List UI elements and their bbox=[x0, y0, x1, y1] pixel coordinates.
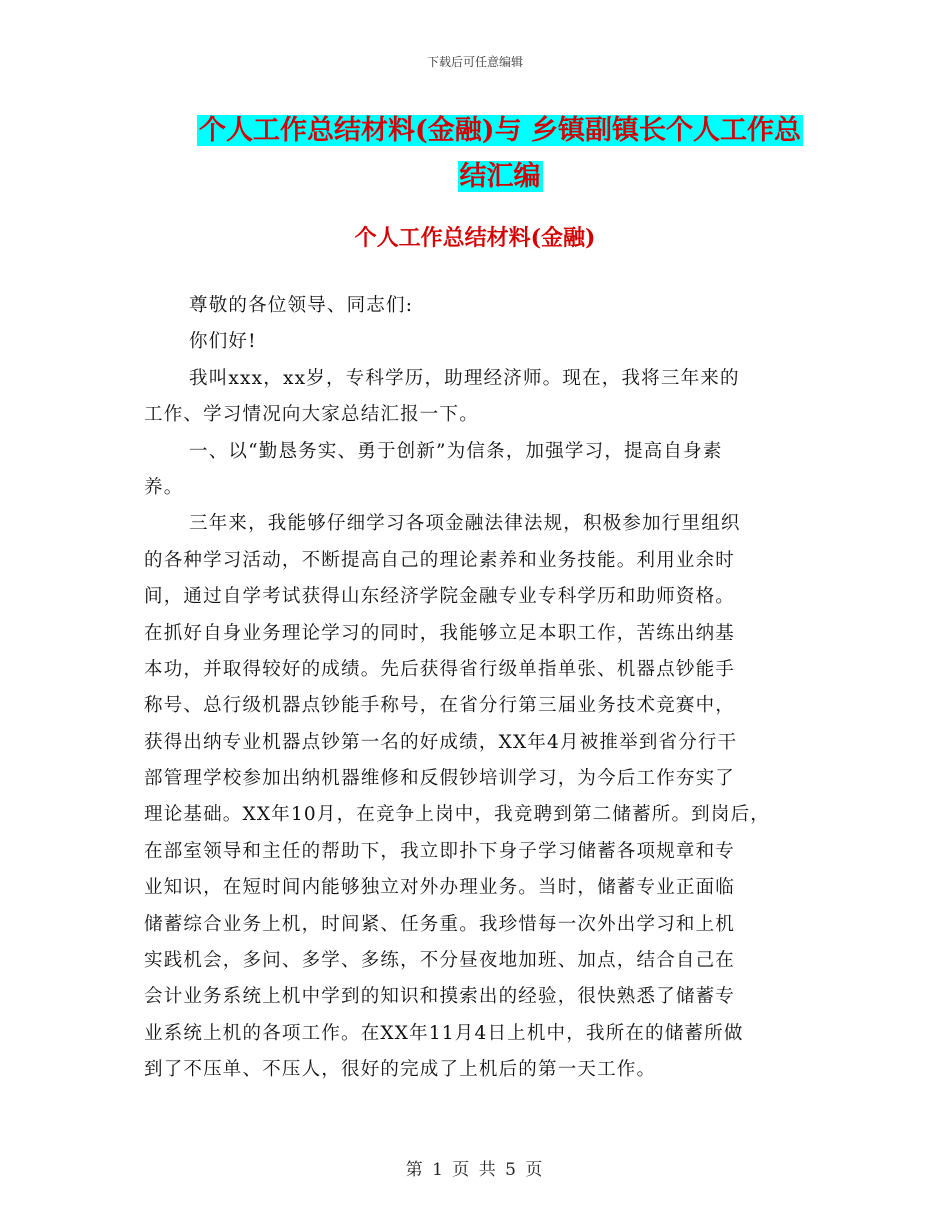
text-line: 会计业务系统上机中学到的知识和摸索出的经验，很快熟悉了储蓄专 bbox=[144, 986, 736, 1008]
document-title bbox=[190, 108, 810, 200]
title-line-2: 结汇编 bbox=[459, 161, 541, 192]
text-line: 称号、总行级机器点钞能手称号，在省分行第三届业务技术竞赛中， bbox=[144, 695, 736, 717]
section-title: 个人工作总结材料(金融) bbox=[354, 225, 596, 251]
text-line: 你们好! bbox=[189, 331, 257, 353]
text-line: 实践机会，多问、多学、多练，不分昼夜地加班、加点，结合自己在 bbox=[144, 950, 736, 972]
text-line: 工作、学习情况向大家总结汇报一下。 bbox=[144, 404, 479, 426]
text-line: 三年来，我能够仔细学习各项金融法律法规，积极参加行里组织 bbox=[189, 513, 741, 535]
text-line: 储蓄综合业务上机，时间紧、任务重。我珍惜每一次外出学习和上机 bbox=[144, 913, 736, 935]
text-line: 尊敬的各位领导、同志们: bbox=[189, 295, 414, 316]
text-line: 部管理学校参加出纳机器维修和反假钞培训学习，为今后工作夯实了 bbox=[144, 768, 736, 790]
text-line: 我叫xxx，xx岁，专科学历，助理经济师。现在，我将三年来的 bbox=[189, 367, 740, 389]
text-line: 一、以“勤恳务实、勇于创新”为信条，加强学习，提高自身素 bbox=[189, 440, 723, 462]
text-line: 在部室领导和主任的帮助下，我立即扑下身子学习储蓄各项规章和专 bbox=[144, 840, 736, 862]
title-line-1: 个人工作总结材料(金融)与 乡镇副镇长个人工作总 bbox=[199, 115, 801, 146]
text-line: 业知识，在短时间内能够独立对外办理业务。当时，储蓄专业正面临 bbox=[144, 877, 736, 899]
text-line: 业系统上机的各项工作。在XX年11月4日上机中，我所在的储蓄所做 bbox=[144, 1022, 744, 1044]
page-footer: 第 1 页 共 5 页 bbox=[405, 1160, 545, 1180]
text-line: 在抓好自身业务理论学习的同时，我能够立足本职工作，苦练出纳基 bbox=[144, 622, 736, 644]
body-text bbox=[144, 288, 812, 1089]
text-line: 养。 bbox=[144, 476, 184, 498]
text-line: 的各种学习活动，不断提高自己的理论素养和业务技能。利用业余时 bbox=[144, 549, 736, 571]
header-note: 下载后可任意编辑 bbox=[426, 55, 523, 69]
text-line: 理论基础。XX年10月，在竞争上岗中，我竞聘到第二储蓄所。到岗后， bbox=[144, 804, 770, 826]
text-line: 获得出纳专业机器点钞第一名的好成绩，XX年4月被推举到省分行干 bbox=[144, 731, 738, 753]
text-line: 到了不压单、不压人，很好的完成了上机后的第一天工作。 bbox=[144, 1059, 657, 1081]
text-line: 间，通过自学考试获得山东经济学院金融专业专科学历和助师资格。 bbox=[144, 586, 736, 608]
text-line: 本功，并取得较好的成绩。先后获得省行级单指单张、机器点钞能手 bbox=[144, 658, 736, 680]
